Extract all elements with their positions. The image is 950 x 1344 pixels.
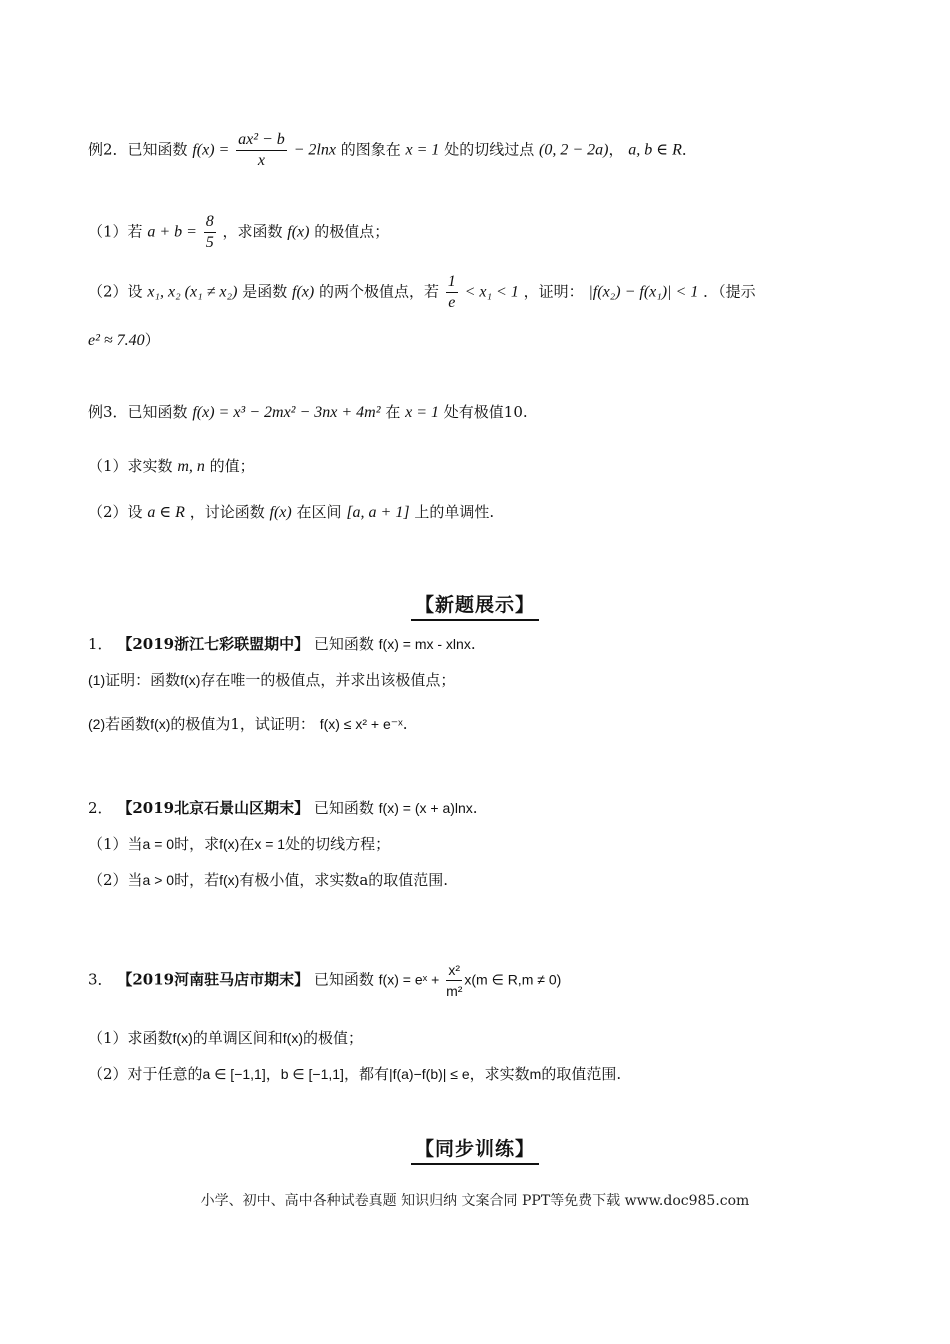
example2-q1-frac-num: 8	[204, 212, 216, 233]
example2-q2-mid2: 的两个极值点，若	[318, 282, 439, 301]
problem2-q1-cond: a = 0	[142, 836, 175, 852]
problem3-q2-mid2: ，求实数	[469, 1065, 530, 1083]
problem3-statement	[88, 960, 561, 1001]
problem1-q2-func: f(x)	[150, 716, 171, 732]
example3-end: 处有极值10.	[443, 403, 528, 421]
example2-cond: x = 1	[405, 141, 440, 159]
problem2-q1-end: 处的切线方程；	[285, 835, 391, 853]
example2-q2-ineq: < x₁ < 1	[464, 283, 519, 301]
problem1-end: .	[470, 635, 476, 653]
problem1-q1-end: 存在唯一的极值点，并求出该极值点；	[200, 671, 456, 689]
example3-q2-interval: [a, a + 1]	[346, 504, 410, 521]
example2-q2-mid: 是函数	[242, 282, 288, 301]
problem1-number: 1．	[88, 635, 113, 653]
problem1-source: 【2019浙江七彩联盟期中】	[117, 635, 310, 653]
example3-q2-set: a ∈ R	[147, 504, 185, 521]
example2-point: (0, 2 − 2a)	[539, 141, 609, 159]
problem3-func-lhs: f(x) = eˣ +	[378, 971, 440, 988]
problem3-func-tail: x(m ∈ R,m ≠ 0)	[464, 971, 562, 988]
section-heading-sync	[0, 1134, 950, 1165]
problem3-q1-end: 的极值；	[303, 1029, 364, 1047]
example2-tangent-text: 处的切线过点	[444, 140, 535, 159]
problem3-frac-den: m²	[446, 983, 463, 999]
problem1-q2-end: .	[402, 715, 408, 733]
problem3-fraction	[446, 960, 462, 1001]
example2-q2-mid3: ，证明：	[523, 282, 584, 301]
problem2-func: f(x) = (x + a)lnx	[378, 800, 473, 816]
example3-q2	[88, 500, 494, 525]
example2-q2-vars: x₁, x₂ (x₁ ≠ x₂)	[147, 283, 238, 301]
example2-statement	[88, 130, 697, 171]
problem2-statement	[88, 796, 478, 820]
example3-q2-prefix: （2）设	[88, 503, 143, 521]
section-new-title: 【新题展示】	[411, 590, 539, 621]
example2-q1-fraction	[204, 212, 216, 253]
problem1-q1	[88, 668, 455, 692]
example2-q1-cond: a + b =	[147, 223, 197, 241]
problem1-q2-text: 若函数	[105, 715, 151, 733]
section-sync-title: 【同步训练】	[411, 1134, 539, 1165]
problem3-q1-prefix: （1）求函数	[88, 1029, 173, 1047]
example3-q2-mid: ，讨论函数	[189, 503, 265, 521]
problem3-q2-claim: |f(a)−f(b)| ≤ e	[388, 1066, 470, 1082]
example3-q1	[88, 454, 255, 479]
example3-q1-end: 的值；	[209, 457, 255, 475]
example3-func: f(x) = x³ − 2mx² − 3nx + 4m²	[192, 404, 381, 421]
example2-frac-den: x	[257, 152, 266, 169]
example3-q1-prefix: （1）求实数	[88, 457, 173, 475]
example3-statement	[88, 400, 528, 425]
problem3-q2-a: a ∈ [−1,1]	[202, 1066, 266, 1082]
problem2-q1-point: x = 1	[254, 836, 286, 852]
problem3-q1-func: f(x)	[172, 1030, 193, 1046]
example2-q2-frac-den: e	[448, 294, 456, 311]
example2-intro: 例2．已知函数	[88, 140, 188, 159]
page-footer	[0, 1190, 950, 1210]
example2-end: ．	[681, 140, 697, 159]
problem2-q2-mid: 时，若	[174, 871, 220, 889]
problem3-intro: 已知函数	[313, 970, 374, 989]
example2-q1	[88, 212, 389, 253]
problem2-q1-mid2: 在	[239, 835, 255, 853]
problem2-q1-mid: 时，求	[174, 835, 220, 853]
problem1-q1-text: 证明：函数	[105, 671, 181, 689]
problem3-q2	[88, 1062, 621, 1086]
problem3-q2-var: m	[529, 1066, 542, 1082]
example2-mid: 的图象在	[340, 140, 401, 159]
example2-q2-frac-num: 1	[446, 272, 458, 293]
example2-q2-fraction	[446, 272, 458, 313]
problem2-intro: 已知函数	[313, 799, 374, 817]
example2-q2-prefix: （2）设	[88, 282, 143, 301]
example2-func-lhs: f(x) =	[192, 141, 230, 159]
example2-q1-frac-den: 5	[205, 234, 214, 251]
example2-sep: ，	[608, 140, 624, 159]
problem2-q1-prefix: （1）当	[88, 835, 143, 853]
problem3-source: 【2019河南驻马店市期末】	[117, 970, 310, 989]
example2-fraction	[236, 130, 287, 171]
example3-intro: 例3．已知函数	[88, 403, 188, 421]
example2-frac-num: ax² − b	[236, 130, 287, 151]
problem2-q2-cond: a > 0	[142, 872, 175, 888]
problem3-q1-mid: 的单调区间和	[192, 1029, 283, 1047]
example3-q2-func: f(x)	[269, 504, 292, 521]
example2-q2-claim: |f(x₂) − f(x₁)| < 1	[588, 283, 699, 301]
problem3-q2-b: b ∈ [−1,1]	[280, 1066, 344, 1082]
example2-q2-end: ．（提示	[703, 282, 756, 301]
problem3-q1	[88, 1026, 363, 1050]
example2-set: a, b ∈ R	[628, 141, 682, 159]
example2-q1-func: f(x)	[287, 223, 310, 241]
problem3-q2-end: 的取值范围.	[541, 1065, 622, 1083]
problem2-source: 【2019北京石景山区期末】	[117, 799, 310, 817]
problem3-number: 3．	[88, 970, 113, 989]
example2-hint	[88, 328, 160, 353]
problem3-frac-num: x²	[446, 960, 462, 981]
example3-q1-vars: m, n	[177, 458, 205, 475]
example2-q2-func: f(x)	[292, 283, 315, 301]
problem1-q2	[88, 712, 408, 736]
example2-hint-value: e² ≈ 7.40	[88, 332, 145, 349]
problem3-q2-sep: ，	[265, 1065, 281, 1083]
problem3-q1-func2: f(x)	[282, 1030, 303, 1046]
section-heading-new	[0, 590, 950, 621]
problem2-q2-end: 有极小值，求实数a的取值范围.	[239, 871, 449, 889]
problem1-q1-func: f(x)	[180, 672, 201, 688]
problem1-func: f(x) = mx - xlnx	[378, 636, 471, 652]
problem2-q2	[88, 868, 448, 892]
problem2-number: 2．	[88, 799, 113, 817]
example3-q2-end: 上的单调性.	[414, 503, 495, 521]
example3-cond: x = 1	[405, 404, 440, 421]
problem1-q2-claim: f(x) ≤ x² + e⁻ˣ	[319, 716, 403, 732]
problem1-q1-label: (1)	[88, 672, 106, 688]
problem1-q2-mid: 的极值为1，试证明：	[170, 715, 315, 733]
problem3-q2-mid: ，都有	[343, 1065, 389, 1083]
problem2-q2-prefix: （2）当	[88, 871, 143, 889]
problem2-q1-func: f(x)	[219, 836, 240, 852]
problem2-q1	[88, 832, 390, 856]
problem3-q2-prefix: （2）对于任意的	[88, 1065, 203, 1083]
example2-hint-end: ）	[144, 331, 160, 349]
example2-func-tail: − 2lnx	[293, 141, 336, 159]
footer-text: 小学、初中、高中各种试卷真题 知识归纳 文案合同 PPT等免费下载 www.doc985.com	[200, 1193, 750, 1209]
example2-q2	[88, 272, 756, 313]
problem1-q2-label: (2)	[88, 716, 106, 732]
example2-q1-prefix: （1）若	[88, 222, 143, 241]
problem2-q2-func: f(x)	[219, 872, 240, 888]
example3-q2-mid2: 在区间	[296, 503, 342, 521]
problem1-statement	[88, 632, 476, 656]
problem2-end: .	[472, 799, 478, 817]
problem1-intro: 已知函数	[313, 635, 374, 653]
example3-mid: 在	[385, 403, 401, 421]
example2-q1-mid: ，求函数	[222, 222, 283, 241]
example2-q1-end: 的极值点；	[314, 222, 390, 241]
